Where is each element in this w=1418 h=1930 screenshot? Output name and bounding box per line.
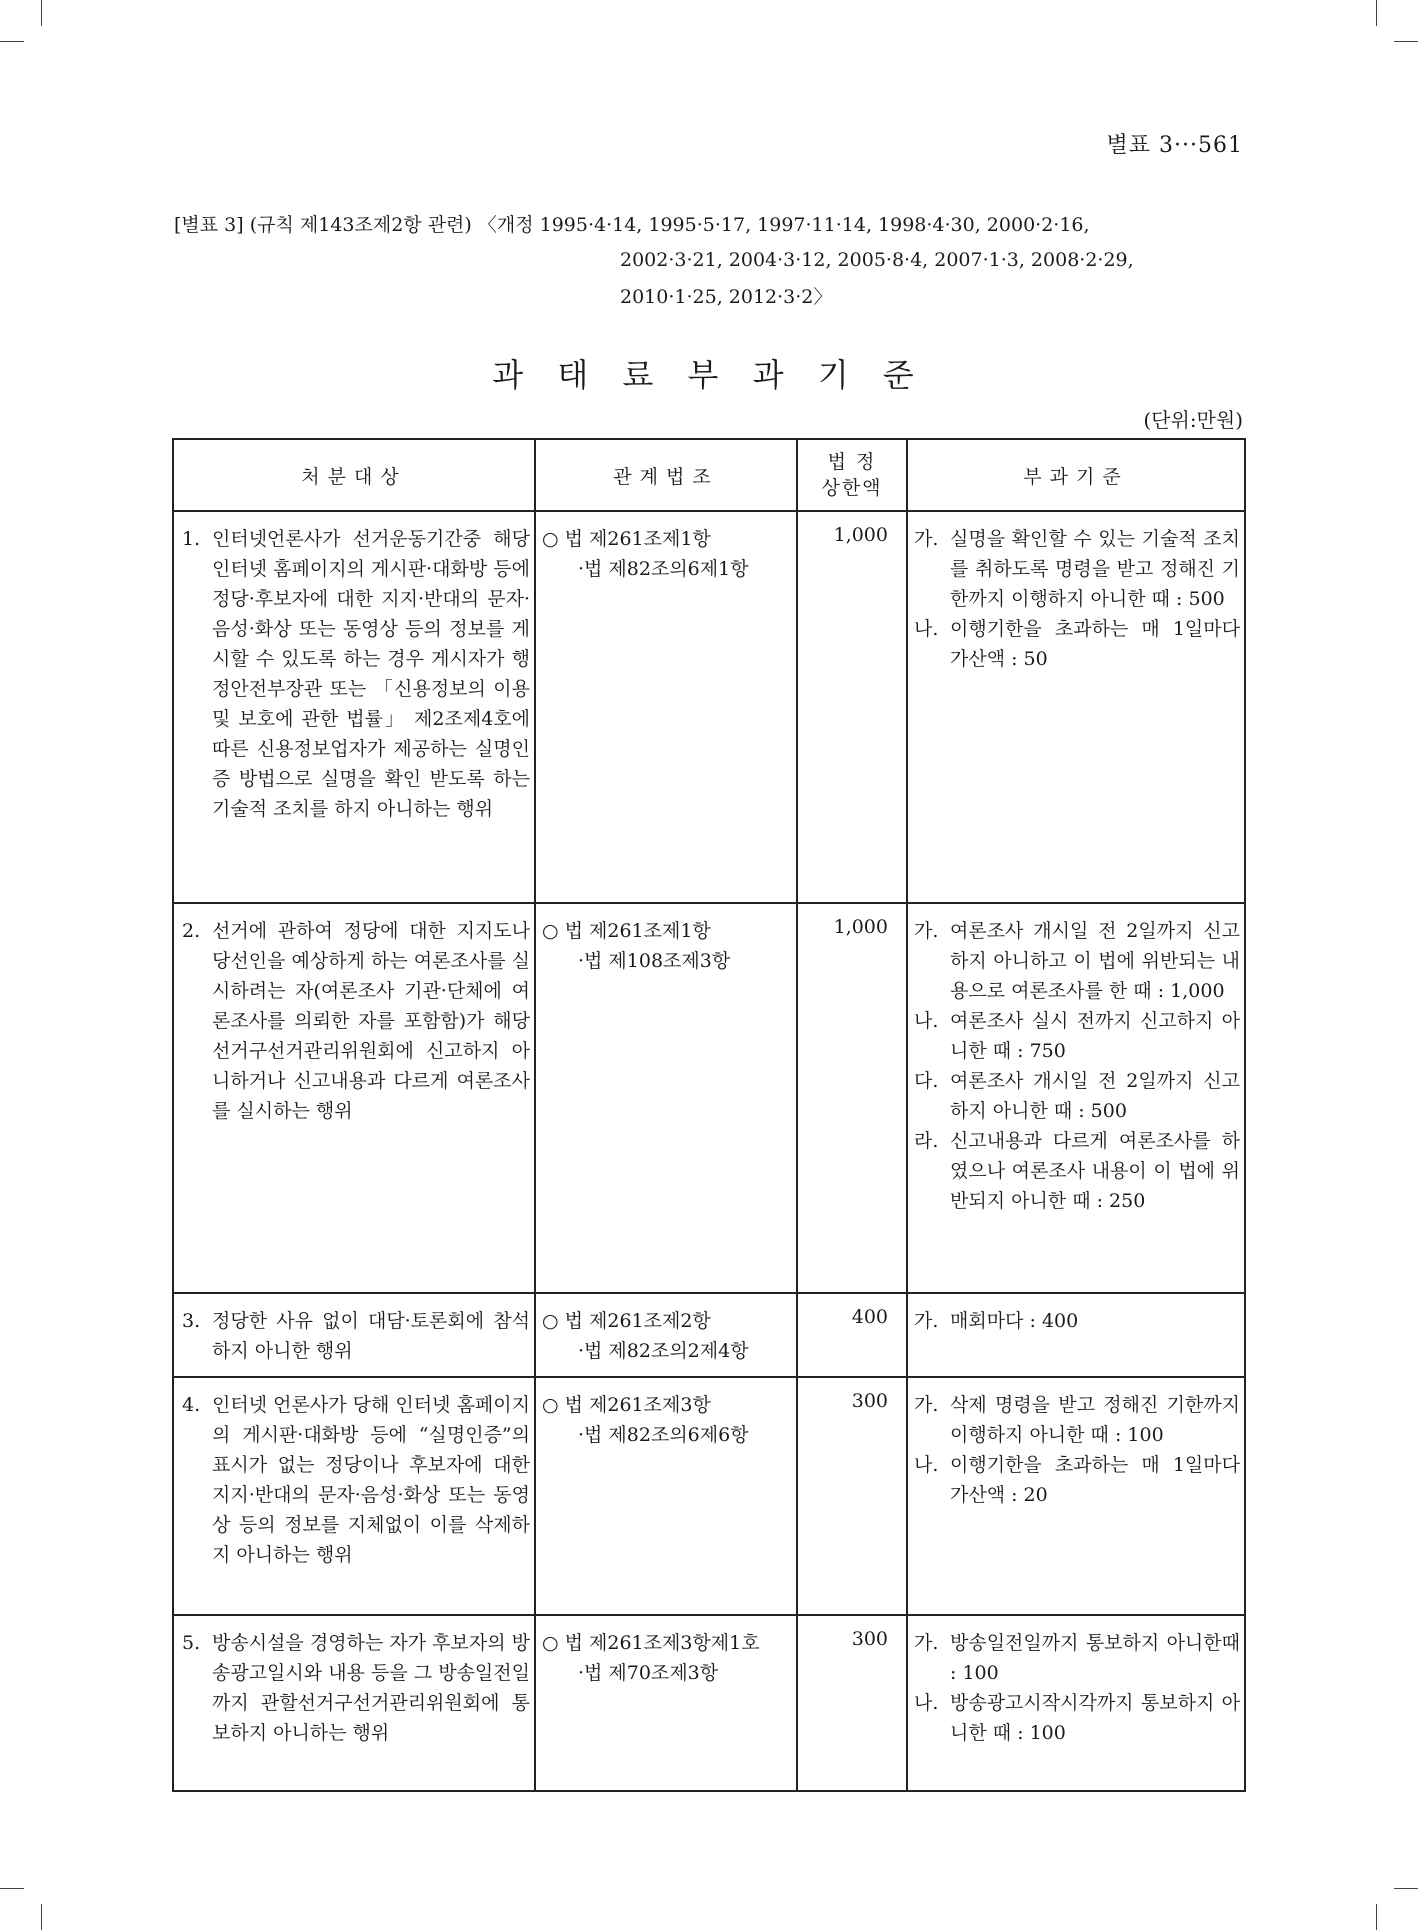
table-header-row: [173, 439, 1245, 511]
criteria-label: 나.: [914, 618, 939, 640]
subject-cell: [173, 1615, 535, 1791]
criteria-label: 가.: [914, 528, 939, 550]
law-cell: [535, 903, 797, 1293]
row-number: 4.: [182, 1394, 201, 1416]
revision-history-line: 2010·1·25, 2012·3·2〉: [620, 286, 833, 308]
header-subject: 처분대상: [173, 439, 535, 511]
criteria-label: 가.: [914, 1310, 939, 1332]
criteria-text: 이행기한을 초과하는 매 1일마다 가산액 : 20: [950, 1454, 1240, 1506]
row-number: 2.: [182, 920, 201, 942]
crop-mark: [1394, 41, 1418, 42]
criteria-cell: [907, 1615, 1245, 1791]
criteria-label: 나.: [914, 1454, 939, 1476]
criteria-item: [914, 1006, 1240, 1066]
limit-cell: 300: [797, 1615, 907, 1791]
table-row: [173, 511, 1245, 903]
criteria-item: [914, 1306, 1240, 1336]
header-limit-line: 법 정: [827, 451, 877, 473]
criteria-text: 이행기한을 초과하는 매 1일마다 가산액 : 50: [950, 618, 1240, 670]
table-row: [173, 1377, 1245, 1615]
criteria-cell: [907, 511, 1245, 903]
law-cell: [535, 1615, 797, 1791]
subject-cell: [173, 1293, 535, 1377]
criteria-label: 나.: [914, 1010, 939, 1032]
unit-label: (단위:만원): [1143, 408, 1243, 432]
criteria-cell: [907, 1293, 1245, 1377]
criteria-item: [914, 1628, 1240, 1688]
law-cell: [535, 1293, 797, 1377]
document-title: 과 태 료 부 과 기 준: [492, 356, 926, 394]
table-row: [173, 1615, 1245, 1791]
revision-history-line: 2002·3·21, 2004·3·12, 2005·8·4, 2007·1·3, 2008·2·29,: [620, 249, 1134, 271]
subject-cell: [173, 1377, 535, 1615]
criteria-text: 신고내용과 다르게 여론조사를 하였으나 여론조사 내용이 이 법에 위반되지 아니한 때 : 250: [950, 1130, 1240, 1212]
law-reference: ·법 제82조의6제6항: [578, 1424, 749, 1446]
subject-text: 방송시설을 경영하는 자가 후보자의 방송광고일시와 내용 등을 그 방송일전일까지 관할선거구선거관리위원회에 통보하지 아니하는 행위: [212, 1632, 530, 1744]
attachment-label: [별표 3]: [174, 214, 244, 236]
law-reference: ○ 법 제261조제2항: [542, 1310, 711, 1332]
limit-cell: 1,000: [797, 511, 907, 903]
subject-text: 인터넷언론사가 선거운동기간중 해당 인터넷 홈페이지의 게시판·대화방 등에 정당·후보자에 대한 지지·반대의 문자·음성·화상 또는 동영상 등의 정보를 게시할 수 있도록 하는 경우 게시자가 행정안전부장관 또는 「신용정보의 이용 및 보호에 관한 법률」 제2조제4호에 따른 신용정보업자가 제공하는 실명인증 방법으로 실명을 확인 받도록 하는 기술적 조치를 하지 아니하는 행위: [212, 528, 530, 820]
criteria-label: 가.: [914, 1394, 939, 1416]
limit-cell: 400: [797, 1293, 907, 1377]
criteria-item: [914, 1688, 1240, 1748]
criteria-text: 여론조사 실시 전까지 신고하지 아니한 때 : 750: [950, 1010, 1240, 1062]
crop-mark: [1376, 0, 1377, 26]
criteria-text: 매회마다 : 400: [950, 1310, 1079, 1332]
revision-history-line: 〈개정 1995·4·14, 1995·5·17, 1997·11·14, 1998·4·30, 2000·2·16,: [477, 214, 1090, 236]
law-reference: ·법 제82조의6제1항: [578, 558, 749, 580]
criteria-cell: [907, 1377, 1245, 1615]
criteria-item: [914, 1066, 1240, 1126]
criteria-text: 방송광고시작시각까지 통보하지 아니한 때 : 100: [950, 1692, 1240, 1744]
limit-cell: 1,000: [797, 903, 907, 1293]
table-row: [173, 1293, 1245, 1377]
law-reference: ○ 법 제261조제1항: [542, 920, 711, 942]
subject-cell: [173, 903, 535, 1293]
law-cell: [535, 1377, 797, 1615]
criteria-label: 라.: [914, 1130, 939, 1152]
crop-mark: [41, 1904, 42, 1930]
subject-text: 인터넷 언론사가 당해 인터넷 홈페이지의 게시판·대화방 등에 “실명인증”의 표시가 없는 정당이나 후보자에 대한 지지·반대의 문자·음성·화상 또는 동영상 등의 정보를 지체없이 이를 삭제하지 아니하는 행위: [212, 1394, 530, 1566]
law-cell: [535, 511, 797, 903]
row-number: 5.: [182, 1632, 201, 1654]
attachment-header: [174, 210, 1090, 237]
header-law: 관계법조: [535, 439, 797, 511]
law-reference: ·법 제82조의2제4항: [578, 1340, 749, 1362]
criteria-label: 가.: [914, 1632, 939, 1654]
law-reference: ·법 제108조제3항: [578, 950, 731, 972]
crop-mark: [41, 0, 42, 26]
row-number: 3.: [182, 1310, 201, 1332]
law-reference: ○ 법 제261조제3항제1호: [542, 1632, 760, 1654]
crop-mark: [1376, 1904, 1377, 1930]
criteria-item: [914, 524, 1240, 614]
criteria-item: [914, 1450, 1240, 1510]
criteria-text: 삭제 명령을 받고 정해진 기한까지 이행하지 아니한 때 : 100: [950, 1394, 1240, 1446]
row-number: 1.: [182, 528, 201, 550]
subject-text: 정당한 사유 없이 대담·토론회에 참석하지 아니한 행위: [212, 1310, 530, 1362]
law-reference: ○ 법 제261조제3항: [542, 1394, 711, 1416]
criteria-text: 실명을 확인할 수 있는 기술적 조치를 취하도록 명령을 받고 정해진 기한까지 이행하지 아니한 때 : 500: [950, 528, 1240, 610]
criteria-text: 여론조사 개시일 전 2일까지 신고하지 아니하고 이 법에 위반되는 내용으로 여론조사를 한 때 : 1,000: [950, 920, 1240, 1002]
crop-mark: [0, 41, 24, 42]
crop-mark: [0, 1888, 24, 1889]
criteria-item: [914, 614, 1240, 674]
criteria-label: 다.: [914, 1070, 939, 1092]
criteria-item: [914, 1126, 1240, 1216]
subject-text: 선거에 관하여 정당에 대한 지지도나 당선인을 예상하게 하는 여론조사를 실시하려는 자(여론조사 기관·단체에 여론조사를 의뢰한 자를 포함함)가 해당 선거구선거관리위원회에 신고하지 아니하거나 신고내용과 다르게 여론조사를 실시하는 행위: [212, 920, 530, 1122]
header-limit: [797, 439, 907, 511]
page-reference: 별표 3···561: [1106, 133, 1243, 158]
table-row: [173, 903, 1245, 1293]
criteria-text: 방송일전일까지 통보하지 아니한때 : 100: [950, 1632, 1240, 1684]
criteria-cell: [907, 903, 1245, 1293]
penalty-table: [172, 438, 1246, 1792]
law-reference: ○ 법 제261조제1항: [542, 528, 711, 550]
header-criteria: 부과기준: [907, 439, 1245, 511]
limit-cell: 300: [797, 1377, 907, 1615]
criteria-label: 가.: [914, 920, 939, 942]
attachment-relation: (규칙 제143조제2항 관련): [249, 214, 472, 236]
criteria-item: [914, 1390, 1240, 1450]
header-limit-line: 상한액: [821, 477, 883, 499]
criteria-label: 나.: [914, 1692, 939, 1714]
subject-cell: [173, 511, 535, 903]
crop-mark: [1394, 1888, 1418, 1889]
criteria-item: [914, 916, 1240, 1006]
criteria-text: 여론조사 개시일 전 2일까지 신고하지 아니한 때 : 500: [950, 1070, 1240, 1122]
law-reference: ·법 제70조제3항: [578, 1662, 719, 1684]
